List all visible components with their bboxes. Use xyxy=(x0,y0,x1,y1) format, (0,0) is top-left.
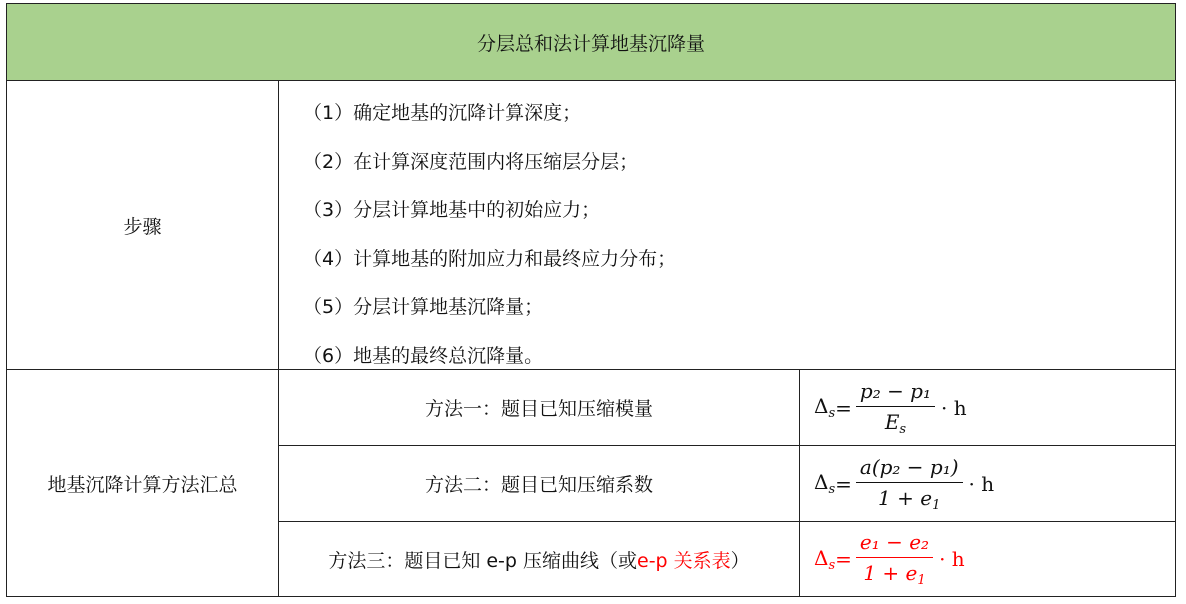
method-two-formula xyxy=(800,446,1175,522)
settlement-table xyxy=(6,3,1176,597)
steps-label: 步骤 xyxy=(7,81,279,370)
formula-tail: · h xyxy=(941,395,967,420)
method-one-label: 方法一：题目已知压缩模量 xyxy=(279,370,800,446)
method-three-formula xyxy=(800,522,1175,596)
equals-sign: = xyxy=(835,395,852,420)
method-three-text: 方法三：题目已知 e-p 压缩曲线（或 xyxy=(328,549,637,572)
formula-tail: · h xyxy=(968,471,995,496)
formula-numerator: a(p₂ − p₁) xyxy=(856,455,963,483)
method-three-highlight: e-p 关系表 xyxy=(637,549,731,572)
method-two-label: 方法二：题目已知压缩系数 xyxy=(279,446,800,522)
method-one-formula xyxy=(800,370,1175,446)
formula-denominator: $1 + e_1$ xyxy=(863,561,926,588)
formula-fraction xyxy=(856,379,935,437)
equals-sign: = xyxy=(835,471,852,496)
formula-fraction xyxy=(856,455,963,513)
equals-sign: = xyxy=(835,547,852,571)
formula-tail: · h xyxy=(939,547,965,571)
formula-lhs: $\Delta_s$ xyxy=(814,394,836,421)
method-three-label xyxy=(279,522,800,596)
step-item: （4）计算地基的附加应力和最终应力分布； xyxy=(303,247,677,270)
step-item: （3）分层计算地基中的初始应力； xyxy=(303,199,601,221)
table-title: 分层总和法计算地基沉降量 xyxy=(7,4,1175,81)
formula-lhs: $\Delta_s$ xyxy=(814,470,836,497)
step-item: （2）在计算深度范围内将压缩层分层； xyxy=(303,150,639,173)
formula-fraction xyxy=(856,530,933,588)
formula-numerator: p₂ − p₁ xyxy=(856,379,935,407)
step-item: （6）地基的最终总沉降量。 xyxy=(303,344,544,367)
formula-lhs: $\Delta_s$ xyxy=(814,545,836,573)
step-item: （5）分层计算地基沉降量； xyxy=(303,296,544,318)
steps-list xyxy=(279,81,1175,370)
step-item: （1）确定地基的沉降计算深度； xyxy=(303,102,582,124)
summary-label: 地基沉降计算方法汇总 xyxy=(7,370,279,596)
formula-denominator: $E_s$ xyxy=(884,409,907,437)
method-three-suffix: ） xyxy=(730,549,750,572)
formula-numerator: e₁ − e₂ xyxy=(856,530,933,558)
formula-denominator: $1 + e_1$ xyxy=(878,485,941,513)
